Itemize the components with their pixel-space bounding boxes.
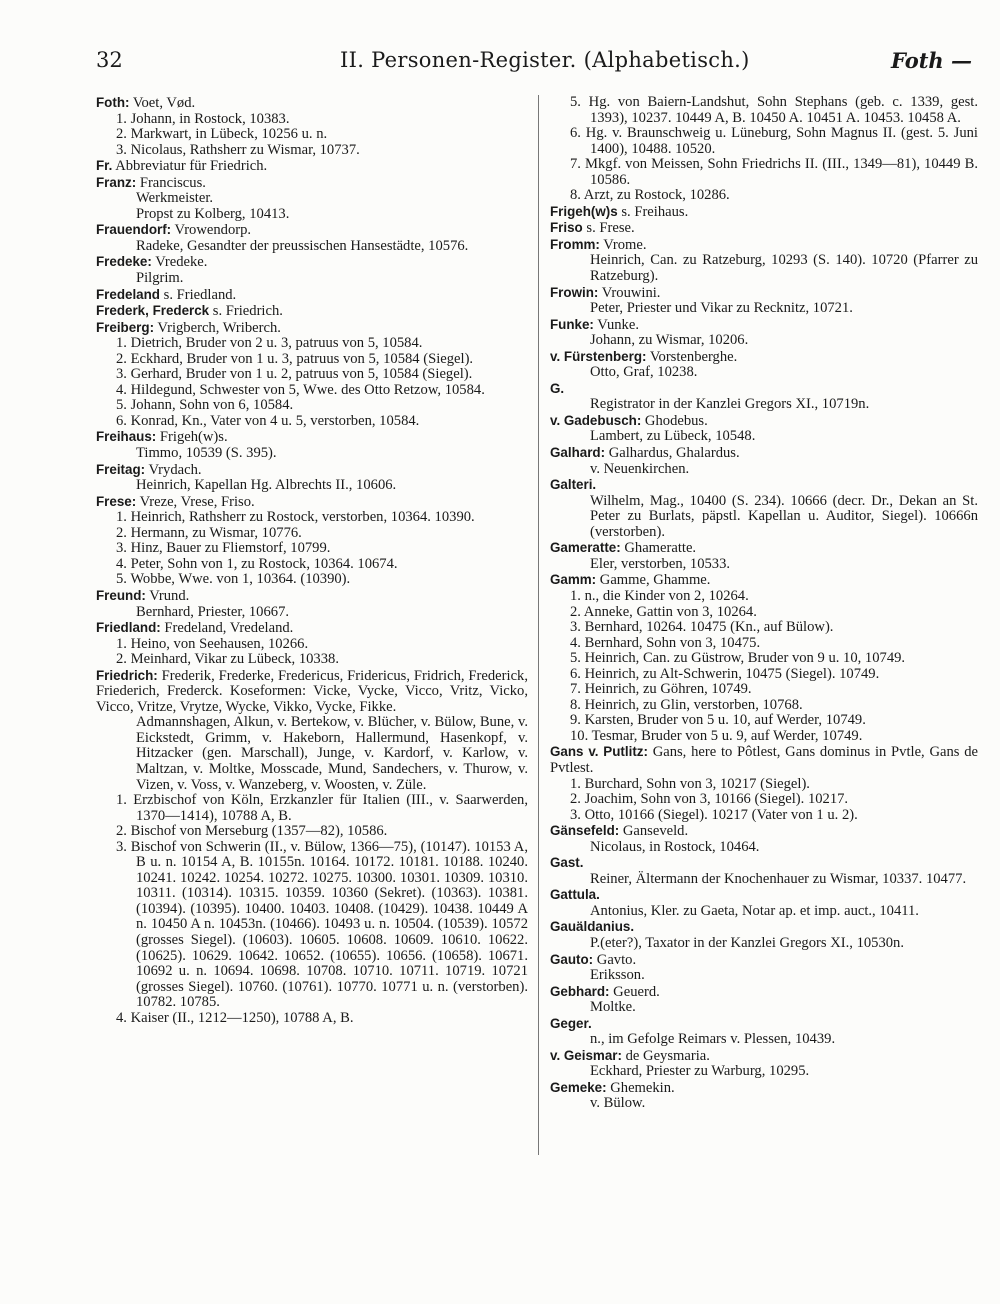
numbered-subentry: 5. Hg. von Baiern-Landshut, Sohn Stephans (geb. c. 1339, gest. 1393), 10237. 10449 A, B. 10450 A. 10451 A. 10453. 10458 A. [570,94,978,126]
index-entry [96,620,528,637]
entry-keyword: Gamm: [550,572,597,588]
entry-keyword: Galteri. [550,477,597,493]
entry-variants: Abbreviatur für Friedrich. [112,158,268,175]
numbered-subentry: 5. Wobbe, Wwe. von 1, 10364. (10390). [116,571,351,588]
entry-variants: Vredeke. [151,254,208,271]
entry-detail: Heinrich, Kapellan Hg. Albrechts II., 10606. [136,477,397,494]
numbered-subentry: 1. n., die Kinder von 2, 10264. [570,587,749,604]
entry-detail: Eler, verstorben, 10533. [590,555,731,572]
numbered-subentry: 3. Gerhard, Bruder von 1 u. 2, patruus von 5, 10584 (Siegel). [116,366,473,383]
left-column [96,95,528,1026]
entry-keyword: Frauendorf: [96,222,172,238]
entry-variants: Ganseveld. [619,823,689,840]
entry-keyword: G. [550,380,565,396]
entry-keyword: Friedrich: [96,667,158,683]
index-entry [550,445,978,462]
numbered-subentry: 6. Hg. v. Braunschweig u. Lüneburg, Sohn Magnus II. (gest. 5. Juni 1400), 10488. 10520. [570,125,978,157]
numbered-subentry: 3. Bischof von Schwerin (II., v. Bülow, 1366—75), (10147). 10153 A, B u. n. 10154 A, B. 10155n. 10164. 10172. 10181. 10188. 10240. 10241. 10242. 10254. 10272. 10275. 10300. 10301. 10309. 10310. 10311. (10314). 10315. 10359. 10360 (Sekret). (10363). 10381. (10394). (10395). 10400. 10403. 10408. (10429). 10438. 10449 A n. 10450 A n. 10453n. (10466). 10493 u. n. 10504. (10539). 10572 (grosses Siegel). (10603). 10605. 10608. 10609. 10610. 10622. (10625). 10629. 10642. 10652. (10655). 10656. (10658). 10671. 10692 u. n. 10694. 10698. 10708. 10710. 10711. 10719. 10721 (grosses Siegel). 10760. (10761). 10770. 10771 u. n. (verstorben). 10782. 10785. [116,838,528,1011]
index-entry [96,668,528,716]
entry-keyword: Funke: [550,316,594,332]
entry-variants: Ghodebus. [641,412,708,429]
page-title: II. Personen-Register. (Alphabetisch.) [340,48,750,72]
index-entry [550,220,978,237]
entry-variants: Vorstenberghe. [646,348,738,365]
numbered-subentry: 3. Otto, 10166 (Siegel). 10217 (Vater von 1 u. 2). [570,806,858,823]
entry-keyword: Gast. [550,855,584,871]
numbered-subentry: 5. Johann, Sohn von 6, 10584. [116,397,294,414]
index-entry [550,1048,978,1065]
index-entry [550,237,978,254]
entry-detail: Eriksson. [590,967,645,984]
entry-keyword: Frigeh(w)s [550,203,618,219]
entry-keyword: Gauäldanius. [550,919,635,935]
entry-detail: Eckhard, Priester zu Warburg, 10295. [590,1063,810,1080]
index-entry [550,744,978,776]
entry-keyword: Freihaus: [96,429,157,445]
entry-variants: Fredeland, Vredeland. [160,620,294,637]
index-entry [550,317,978,334]
numbered-subentry: 8. Arzt, zu Rostock, 10286. [570,187,730,204]
entry-detail: Bernhard, Priester, 10667. [136,603,290,620]
entry-keyword: Franz: [96,174,137,190]
entry-keyword: Foth: [96,95,130,110]
index-entry [550,204,978,221]
numbered-subentry: 6. Heinrich, zu Alt-Schwerin, 10475 (Siegel). 10749. [570,665,880,682]
entry-detail: Johann, zu Wismar, 10206. [590,332,749,349]
numbered-subentry: 9. Karsten, Bruder von 5 u. 10, auf Werder, 10749. [570,712,866,729]
entry-variants: Frigeh(w)s. [156,429,228,446]
entry-variants: Franciscus. [136,174,206,191]
entry-variants: Voet, Vød. [129,95,196,111]
entry-variants: Vrouwini. [598,284,661,301]
entry-variants: Vreze, Vrese, Friso. [136,493,255,510]
entry-variants: Gans, here to Pôtlest, Gans dominus in Pvtle, Gans de Pvtlest. [550,744,978,776]
entry-keyword: Freiberg: [96,319,155,335]
entry-variants: s. Freihaus. [617,203,689,220]
entry-variants: de Geysmaria. [621,1047,710,1064]
index-entry [96,303,528,320]
entry-detail: Lambert, zu Lübeck, 10548. [590,428,756,445]
entry-keyword: Freitag: [96,461,146,477]
entry-detail: Radeke, Gesandter der preussischen Hansestädte, 10576. [136,237,469,254]
entry-detail: Moltke. [590,999,636,1016]
entry-detail: Pilgrim. [136,270,184,287]
entry-variants: Vrund. [145,587,190,604]
index-entry [550,919,978,936]
entry-variants: Vrigberch, Wriberch. [154,319,281,336]
entry-keyword: Gattula. [550,887,600,903]
index-entry [550,285,978,302]
numbered-subentry: 7. Heinrich, zu Göhren, 10749. [570,681,752,698]
numbered-subentry: 3. Hinz, Bauer zu Fliemstorf, 10799. [116,540,331,557]
index-entry [96,222,528,239]
numbered-subentry: 1. Heinrich, Rathsherr zu Rostock, verstorben, 10364. 10390. [116,509,475,526]
entry-keyword: Freund: [96,587,146,603]
entry-detail: Registrator in der Kanzlei Gregors XI., 10719n. [590,396,870,413]
entry-detail: Reiner, Ältermann der Knochenhauer zu Wismar, 10337. 10477. [590,870,967,887]
numbered-subentry: 4. Hildegund, Schwester von 5, Wwe. des Otto Retzow, 10584. [116,381,485,398]
numbered-subentry: 1. Erzbischof von Köln, Erzkanzler für Italien (III., v. Saarwerden, 1370—1414), 10788 A, B. [116,792,528,824]
numbered-subentry: 2. Markwart, in Lübeck, 10256 u. n. [116,126,328,143]
entry-keyword: Frowin: [550,284,599,300]
entry-keyword: Gänsefeld: [550,823,620,839]
entry-detail: Peter, Priester und Vikar zu Recknitz, 10721. [590,300,853,317]
entry-keyword: v. Geismar: [550,1047,622,1063]
index-entry [96,158,528,175]
entry-variants: s. Friedland. [160,286,237,303]
entry-variants: Gamme, Ghamme. [596,572,711,589]
numbered-subentry: 2. Meinhard, Vikar zu Lübeck, 10338. [116,651,339,668]
numbered-subentry: 3. Bernhard, 10264. 10475 (Kn., auf Bülow). [570,619,834,636]
entry-keyword: Frese: [96,493,137,509]
numbered-subentry: 1. Johann, in Rostock, 10383. [116,110,290,127]
numbered-subentry: 2. Bischof von Merseburg (1357—82), 10586. [116,823,388,840]
entry-variants: s. Friedrich. [209,303,283,320]
index-entry [550,1016,978,1033]
page-number: 32 [96,48,123,72]
index-entry [96,429,528,446]
entry-variants: Vrydach. [145,461,202,478]
entry-keyword: Galhard: [550,445,606,461]
numbered-subentry: 5. Heinrich, Can. zu Güstrow, Bruder von 9 u. 10, 10749. [570,650,906,667]
entry-detail: n., im Gefolge Reimars v. Plessen, 10439. [590,1031,836,1048]
entry-keyword: Friso [550,220,583,236]
entry-variants: Galhardus, Ghalardus. [605,445,740,462]
entry-keyword: Gans v. Putlitz: [550,744,648,760]
entry-variants: Ghemekin. [606,1079,675,1096]
entry-variants: Vrome. [599,236,647,253]
entry-keyword: Gameratte: [550,540,621,556]
numbered-subentry: 1. Heino, von Seehausen, 10266. [116,635,309,652]
index-entry [550,572,978,589]
index-entry [550,984,978,1001]
entry-detail: Werkmeister. [136,190,214,207]
header-keyword: Foth — [890,48,972,73]
numbered-subentry: 7. Mkgf. von Meissen, Sohn Friedrichs II. (III., 1349—81), 10449 B. 10586. [570,156,978,188]
entry-detail: v. Neuenkirchen. [590,460,690,477]
column-divider [538,95,539,1155]
numbered-subentry: 1. Dietrich, Bruder von 2 u. 3, patruus von 5, 10584. [116,335,423,352]
index-entry [550,413,978,430]
entry-detail: Admannshagen, Alkun, v. Bertekow, v. Blücher, v. Bülow, Bune, v. Eickstedt, Grimm, v. Hakeborn, Hallermund, Hasenkopf, v. Hitzacker (gen. Marschall), Junge, v. Kardorf, v. Karlow, v. Maltzan, v. Moltke, Mosscade, Mund, Sandechers, v. Thurow, v. Vizen, v. Voss, v. Wanzeberg, v. Woosten, v. Züle. [136,714,528,793]
entry-variants: Gavto. [593,951,637,968]
entry-variants: Vrowendorp. [171,222,252,239]
numbered-subentry: 1. Burchard, Sohn von 3, 10217 (Siegel). [570,775,810,792]
entry-detail: Propst zu Kolberg, 10413. [136,205,290,222]
entry-detail: Otto, Graf, 10238. [590,364,698,381]
entry-variants: Vunke. [593,316,639,333]
entry-detail: v. Bülow. [590,1095,646,1112]
entry-detail: P.(eter?), Taxator in der Kanzlei Gregors XI., 10530n. [590,934,904,951]
index-entry [550,477,978,494]
entry-detail: Nicolaus, in Rostock, 10464. [590,838,760,855]
index-entry [550,887,978,904]
entry-keyword: Gemeke: [550,1079,607,1095]
entry-detail: Antonius, Kler. zu Gaeta, Notar ap. et imp. auct., 10411. [590,902,919,919]
numbered-subentry: 8. Heinrich, zu Glin, verstorben, 10768. [570,696,803,713]
index-entry [550,1080,978,1097]
entry-detail: Heinrich, Can. zu Ratzeburg, 10293 (S. 140). 10720 (Pfarrer zu Ratzeburg). [590,252,978,285]
running-header [0,48,1000,78]
index-entry [96,462,528,479]
index-entry [550,823,978,840]
index-entry [96,320,528,337]
index-entry [550,540,978,557]
numbered-subentry: 2. Anneke, Gattin von 3, 10264. [570,603,757,620]
index-entry [96,254,528,271]
numbered-subentry: 10. Tesmar, Bruder von 5 u. 9, auf Werder, 10749. [570,727,863,744]
entry-variants: Ghameratte. [620,540,697,557]
entry-keyword: Fromm: [550,236,600,252]
numbered-subentry: 6. Konrad, Kn., Vater von 4 u. 5, verstorben, 10584. [116,412,420,429]
index-entry [550,381,978,398]
numbered-subentry: 4. Kaiser (II., 1212—1250), 10788 A, B. [116,1009,354,1026]
index-entry [550,855,978,872]
numbered-subentry: 2. Joachim, Sohn von 3, 10166 (Siegel). 10217. [570,791,849,808]
numbered-subentry: 4. Peter, Sohn von 1, zu Rostock, 10364. 10674. [116,555,398,572]
index-entry [96,95,528,112]
entry-keyword: Fredeke: [96,254,152,270]
index-entry [96,175,528,192]
entry-keyword: Frederk, Frederck [96,303,210,319]
numbered-subentry: 3. Nicolaus, Rathsherr zu Wismar, 10737. [116,141,360,158]
entry-keyword: Fr. [96,158,113,174]
numbered-subentry: 2. Hermann, zu Wismar, 10776. [116,524,302,541]
entry-keyword: v. Gadebusch: [550,412,642,428]
entry-detail: Wilhelm, Mag., 10400 (S. 234). 10666 (decr. Dr., Dekan an St. Peter zu Burlats, päpstl. Kapellan u. Auditor, Siegel). 10666n (verstorben). [590,492,978,540]
entry-keyword: v. Fürstenberg: [550,348,647,364]
entry-keyword: Fredeland [96,286,160,302]
right-column [550,95,978,1112]
index-entry [550,952,978,969]
entry-variants: s. Frese. [582,220,635,237]
entry-detail: Timmo, 10539 (S. 395). [136,445,277,462]
index-entry [96,287,528,304]
index-entry [96,588,528,605]
entry-variants: Frederik, Frederke, Fredericus, Fridericus, Fridrich, Frederick, Friederich, Frederck. Koseformen: Vicke, Vycke, Vicco, Vritz, Vicko, Vicco, Vritze, Vrytze, Wycke, Vikko, Vycke, Fikke. [96,667,528,715]
entry-keyword: Geger. [550,1015,592,1031]
entry-keyword: Gauto: [550,951,594,967]
entry-variants: Geuerd. [609,983,660,1000]
numbered-subentry: 2. Eckhard, Bruder von 1 u. 3, patruus von 5, 10584 (Siegel). [116,350,474,367]
entry-keyword: Gebhard: [550,983,610,999]
numbered-subentry: 4. Bernhard, Sohn von 3, 10475. [570,634,761,651]
index-entry [550,349,978,366]
index-entry [96,494,528,511]
entry-keyword: Friedland: [96,620,161,636]
